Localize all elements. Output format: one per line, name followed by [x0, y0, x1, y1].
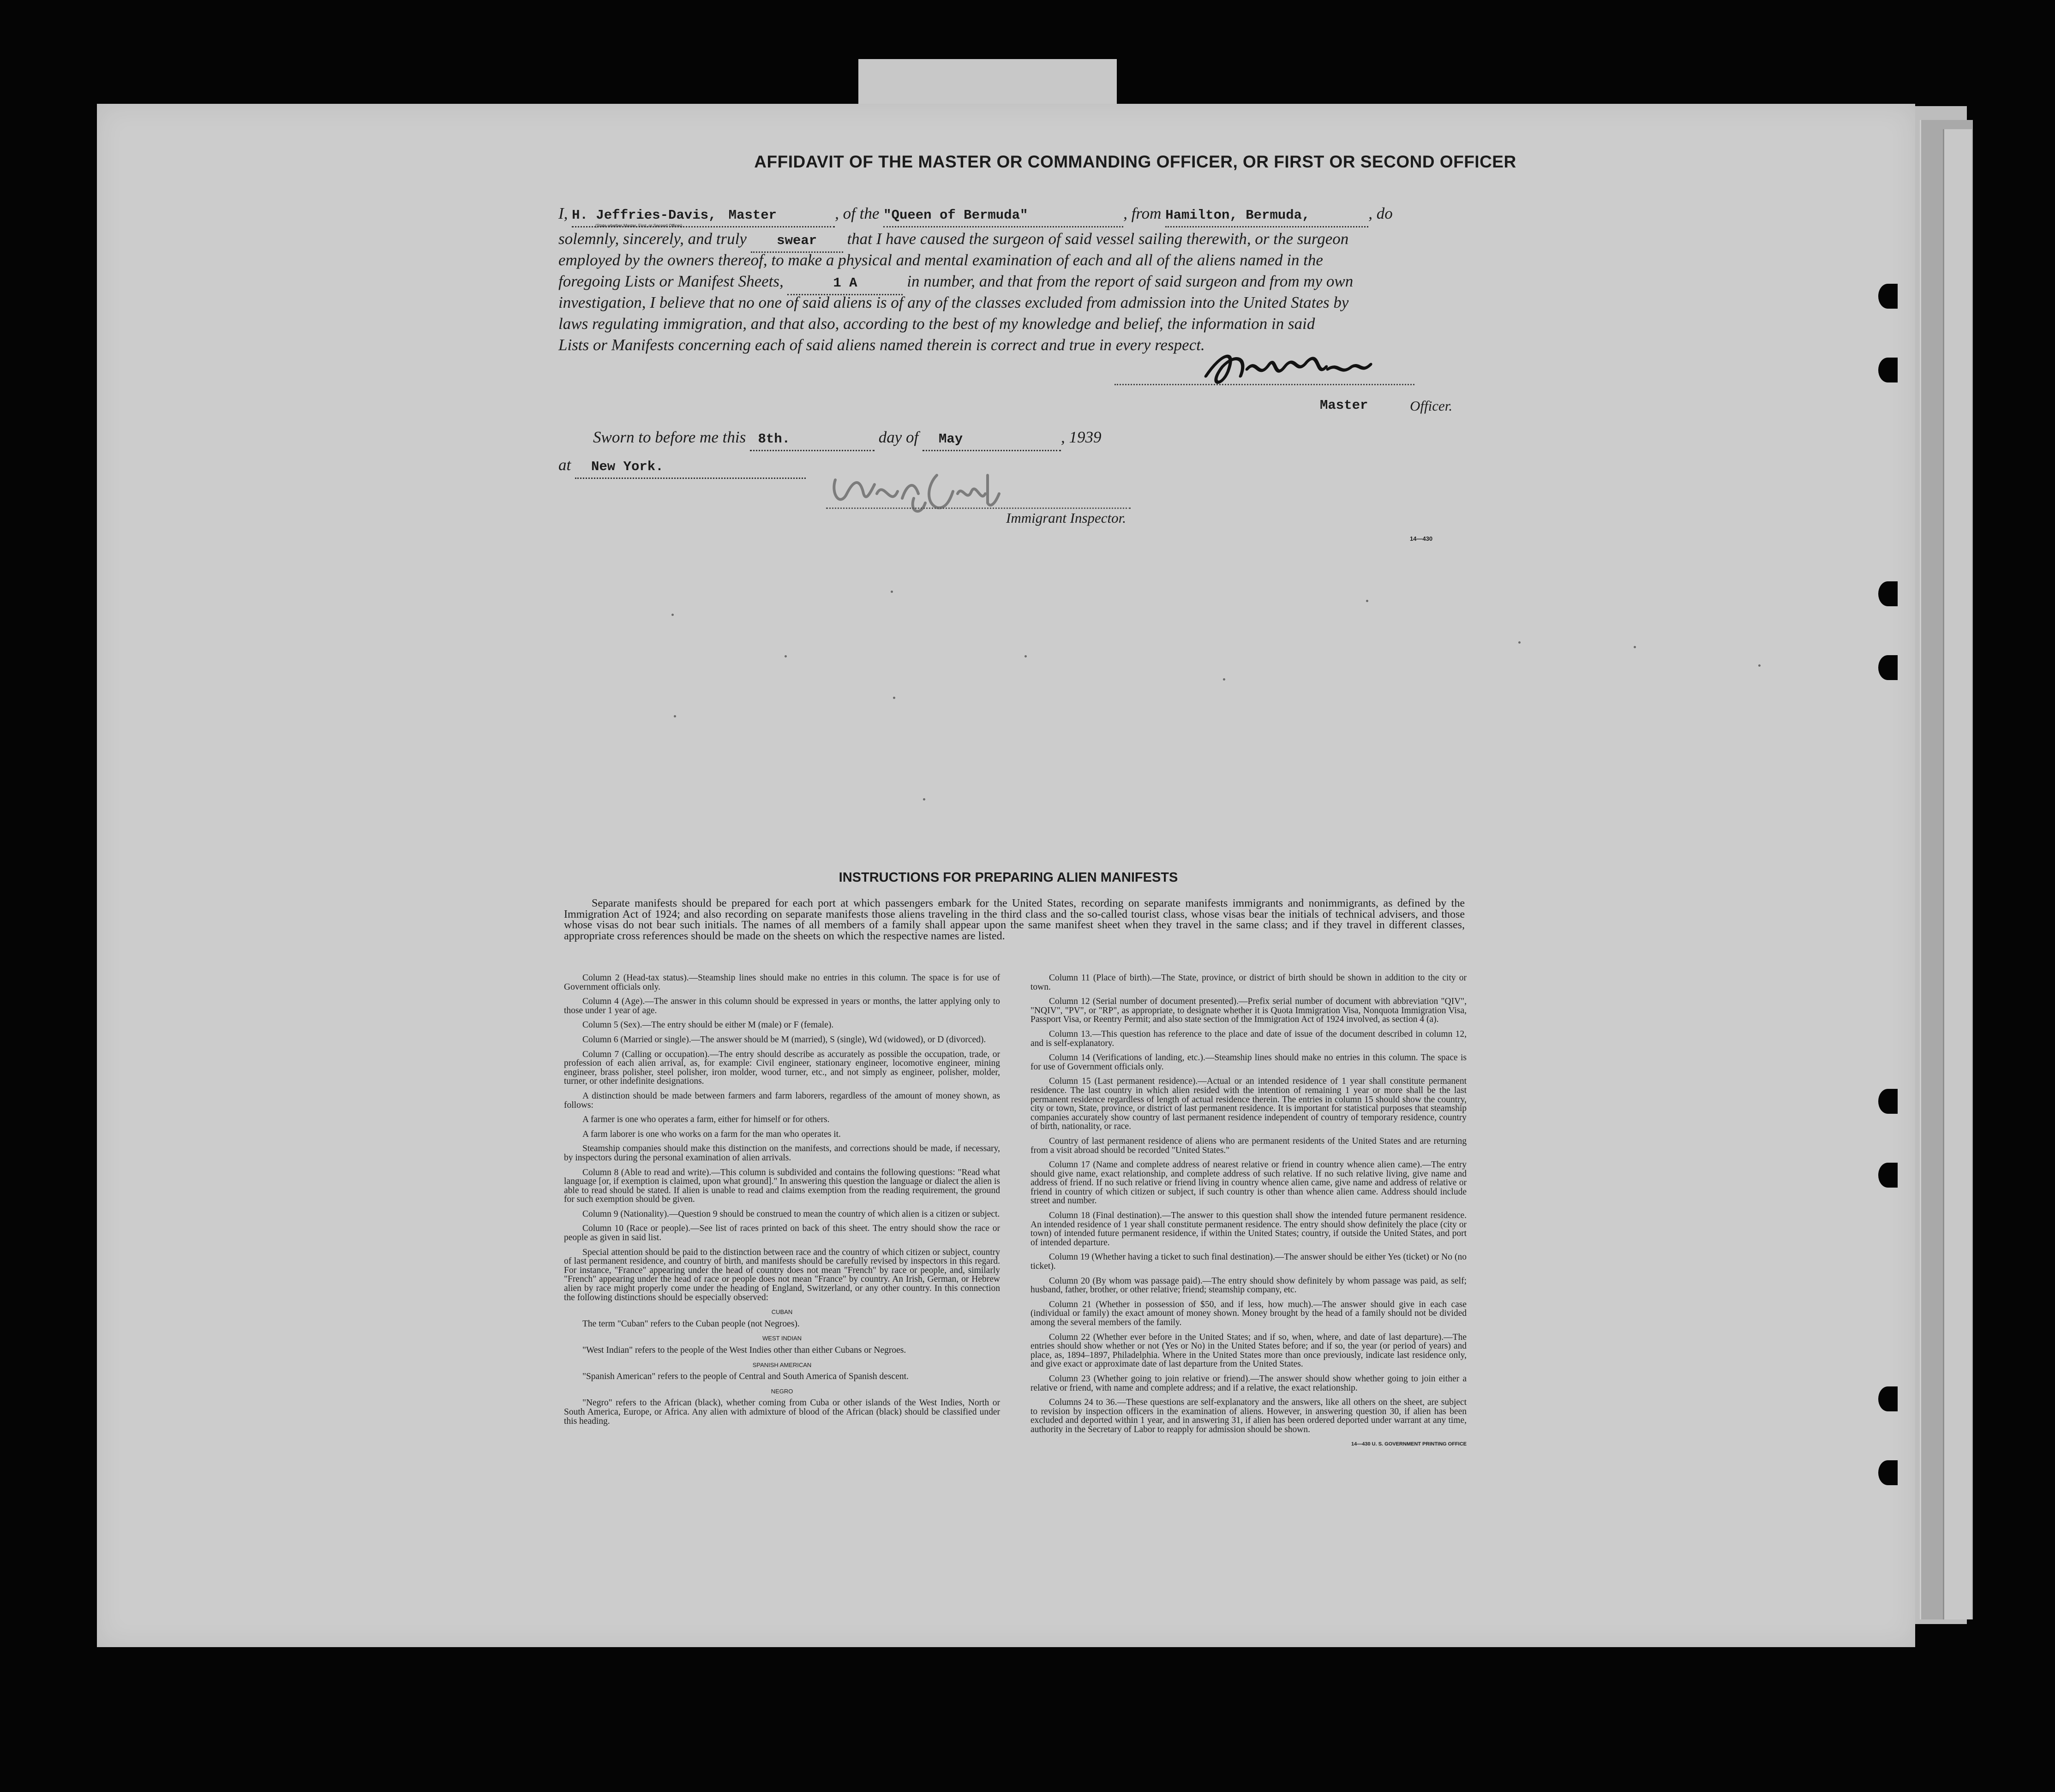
instruction-paragraph: Column 6 (Married or single).—The answer should be M (married), S (single), Wd (widowed), or D (divorced). — [582, 1034, 986, 1045]
vessel-name: "Queen of Bermuda" — [883, 208, 1028, 223]
cuban-heading: CUBAN — [771, 1308, 793, 1316]
instruction-paragraph: Column 10 (Race or people).—See list of races printed on back of this sheet. The entry should show the race or people as given in said list. — [564, 1224, 1000, 1243]
instruction-paragraph: Column 13.—This question has reference to the place and date of issue of the document described in column 12, and is self-explanatory. — [1030, 1029, 1467, 1048]
instruction-paragraph: "Spanish American" refers to the people of Central and South America of Spanish descent. — [582, 1372, 909, 1382]
affidavit-line-7: Lists or Manifests concerning each of said aliens named therein is correct and true in every respect. — [558, 336, 1205, 354]
instruction-paragraph: A farm laborer is one who works on a farm for the man who operates it. — [582, 1129, 841, 1139]
page-tab — [858, 59, 1117, 105]
instruction-paragraph: Column 15 (Last permanent residence).—Actual or an intended residence of 1 year shall constitute permanent residence. The last country in which alien resided with the intention of remaining 1 year or more shall be the last permanent residence regardless of length of actual residence therein. The entries in column 15 should show the country, city or town, State, province, or district of last permanent residence. It is important for statistical purposes that steamship companies accurately show country of last permanent residence independent of country of temporary residence, country of birth, nationality, or race. — [1030, 1076, 1467, 1132]
instructions-title: INSTRUCTIONS FOR PREPARING ALIEN MANIFESTS — [839, 870, 1178, 885]
instruction-paragraph: Column 5 (Sex).—The entry should be either M (male) or F (female). — [582, 1020, 834, 1030]
instruction-paragraph: A distinction should be made between farmers and farm laborers, regardless of the amount of money shown, as follows: — [564, 1091, 1000, 1110]
binder-hole — [1878, 284, 1898, 309]
instructions-intro: Separate manifests should be prepared for each port at which passengers embark for the United States, recording on separate manifests immigrants and nonimmigrants, as defined by the Immigration Act of 1924; and also recording on separate manifests those aliens traveling in the third class and the so-called tourist class, whose visas bear the initials of technical advisers, and those whose visas do not bear such initials. The names of all members of a family shall appear upon the same manifest sheet when they travel in the same class; and if they travel in different classes, appropriate cross references should be made on the sheets on which the respective names are listed. — [564, 897, 1465, 942]
sworn-line: Sworn to before me this 8th. day of May , 1939 — [593, 427, 1498, 451]
affidavit-title: AFFIDAVIT OF THE MASTER OR COMMANDING OFFICER, OR FIRST OR SECOND OFFICER — [754, 152, 1516, 171]
sworn-month: May — [938, 431, 963, 447]
affidavit-line-1: I, H. Jeffries-Davis, Master , of the "Queen of Bermuda" , from Hamilton, Bermuda, , do — [558, 203, 1463, 227]
printing-office-footer: 14—430 U. S. GOVERNMENT PRINTING OFFICE — [1351, 1441, 1467, 1447]
affidavit-line-6: laws regulating immigration, and that also, according to the best of my knowledge and belief, the information in said — [558, 315, 1315, 333]
instruction-paragraph: Column 22 (Whether ever before in the United States; and if so, when, where, and date of last departure).—The entries should show whether or not (Yes or No) in the United States before; and if so, the year (or period of years) and place, as, 1894–1897, Philadelphia. Where in the United States more than once previously, indicate last residence only, and give exact or approximate date of last departure from the United States. — [1030, 1332, 1467, 1369]
binder-hole — [1878, 581, 1898, 606]
binder-hole — [1878, 358, 1898, 382]
instruction-paragraph: The term "Cuban" refers to the Cuban people (not Negroes). — [582, 1319, 800, 1329]
instruction-paragraph: Column 2 (Head-tax status).—Steamship lines should make no entries in this column. The space is for use of Government officials only. — [564, 973, 1000, 992]
instruction-paragraph: Country of last permanent residence of aliens who are permanent residents of the United States and are returning from a visit abroad should be recorded "United States." — [1030, 1136, 1467, 1155]
affidavit-line-3: employed by the owners thereof, to make a physical and mental examination of each and all of the aliens named in the — [558, 251, 1323, 269]
rank-note: (State whether Master, First, or Second Officer) — [595, 223, 683, 228]
inspector-signature — [826, 466, 1025, 525]
page-stack-edge — [1943, 129, 1972, 1619]
affidavit-line-4: foregoing Lists or Manifest Sheets, 1 A in number, and that from the report of said surgeon and from my own — [558, 271, 1463, 295]
form-number: 14—430 — [1410, 535, 1433, 542]
spanish-american-heading: SPANISH AMERICAN — [752, 1361, 812, 1368]
officer-name: H. Jeffries-Davis, — [572, 208, 717, 223]
instruction-paragraph: Special attention should be paid to the distinction between race and the country of which citizen or subject, country of last permanent residence, and country of birth, and manifests should be carefully revised by inspectors in this regard. For instance, "France" appearing under the head of country does not mean "French" by race or people, and, similarly "French" appearing under the head of race or people does not mean "France" by country. An Irish, German, or Hebrew alien by race might properly come under the heading of England, Switzerland, or any other country. In this connection the following distinctions should be especially observed: — [564, 1247, 1000, 1302]
binder-hole — [1878, 1089, 1898, 1114]
binder-hole — [1878, 1460, 1898, 1485]
master-signature — [1194, 344, 1385, 402]
instruction-paragraph: Column 11 (Place of birth).—The State, province, or district of birth should be shown in addition to the city or town. — [1030, 973, 1467, 992]
negro-heading: NEGRO — [771, 1387, 793, 1395]
instruction-paragraph: Column 4 (Age).—The answer in this column should be expressed in years or months, the latter applying only to those under 1 year of age. — [564, 997, 1000, 1015]
instruction-paragraph: Column 9 (Nationality).—Question 9 should be construed to mean the country of which alien is a citizen or subject. — [582, 1209, 1000, 1219]
inspector-label: Immigrant Inspector. — [1006, 510, 1126, 526]
officer-label: Officer. — [1410, 398, 1453, 414]
instruction-paragraph: Column 20 (By whom was passage paid).—The entry should show definitely by whom passage was paid, as self; husband, father, brother, or other relative; friend; steamship company, etc. — [1030, 1276, 1467, 1295]
oath-word: swear — [777, 233, 817, 248]
instruction-paragraph: A farmer is one who operates a farm, either for himself or for others. — [582, 1115, 830, 1125]
instruction-paragraph: "Negro" refers to the African (black), whether coming from Cuba or other islands of the West Indies, North or South America, Europe, or Africa. Any alien with admixture of blood of the African (black) should be classified under this heading. — [564, 1398, 1000, 1426]
instruction-paragraph: Steamship companies should make this distinction on the manifests, and corrections should be made, if necessary, by inspectors during the personal examination of alien arrivals. — [564, 1144, 1000, 1163]
binder-hole — [1878, 655, 1898, 680]
affidavit-line-2: solemnly, sincerely, and truly swear that I have caused the surgeon of said vessel sailing therewith, or the surgeon — [558, 228, 1463, 253]
place-line: at New York. — [558, 454, 1463, 479]
affidavit-line-5: investigation, I believe that no one of said aliens is of any of the classes excluded from admission into the United States by — [558, 293, 1349, 311]
instruction-paragraph: Columns 24 to 36.—These questions are self-explanatory and the answers, like all others on the sheet, are subject to revision by inspection officers in the examination of aliens. However, in answering question 30, if alien has been excluded and deported within 1 year, and in answering 31, if alien has been ordered deported under warrant at any time, authority in the Secretary of Labor to reapply for admission should be shown. — [1030, 1398, 1467, 1434]
instruction-paragraph: Column 12 (Serial number of document presented).—Prefix serial number of document with abbreviation "QIV", "NQIV", "PV", or "RP", as appropriate, to designate whether it is Quota Immigration Visa, Nonquota Immigration Visa, Passport Visa, or Reentry Permit; and also state section of the Immigration Act of 1924 involved, as section 4 (a). — [1030, 997, 1467, 1025]
inspector-signature-line — [826, 508, 1131, 509]
instruction-paragraph: Column 14 (Verifications of landing, etc.).—Steamship lines should make no entries in this column. The space is for use of Government officials only. — [1030, 1053, 1467, 1072]
instructions-right-column — [1030, 974, 1467, 1452]
instructions-left-column — [564, 974, 1000, 1431]
binder-hole — [1878, 1163, 1898, 1188]
instruction-paragraph: Column 23 (Whether going to join relative or friend).—The answer should show whether going to join either a relative or friend, with name and complete address; and if a relative, the exact relationship. — [1030, 1374, 1467, 1393]
instruction-paragraph: Column 7 (Calling or occupation).—The entry should describe as accurately as possible the occupation, trade, or profession of each alien arrival, as, for example: Civil engineer, stationary engineer, locomotive engineer, mining engineer, brass polisher, steel polisher, iron molder, wood turner, etc., and not simply as engineer, polisher, molder, turner, or other indefinite designations. — [564, 1049, 1000, 1087]
sworn-place: New York. — [591, 459, 664, 474]
sheet-count: 1 A — [833, 275, 857, 291]
master-signature-line — [1114, 384, 1414, 385]
binder-hole — [1878, 1386, 1898, 1411]
sworn-day: 8th. — [758, 431, 791, 447]
instruction-paragraph: Column 21 (Whether in possession of $50, and if less, how much).—The answer should give in each case (individual or family) the exact amount of money shown. Money brought by the head of a family should not be divided among the several members of the family. — [1030, 1299, 1467, 1327]
signer-rank: Master — [1320, 398, 1368, 413]
instruction-paragraph: Column 8 (Able to read and write).—This column is subdivided and contains the following questions: "Read what language [or, if exemption is claimed, upon what ground]." In answering this question the language or dialect the alien is able to read should be stated. If alien is unable to read and claims exemption from the reading requirement, the ground for such exemption should be given. — [564, 1167, 1000, 1205]
west-indian-heading: WEST INDIAN — [762, 1335, 802, 1342]
instruction-paragraph: "West Indian" refers to the people of the West Indies other than either Cubans or Negroes. — [582, 1345, 906, 1355]
instruction-paragraph: Column 19 (Whether having a ticket to such final destination).—The answer should be either Yes (ticket) or No (no ticket). — [1030, 1252, 1467, 1272]
instruction-paragraph: Column 18 (Final destination).—The answer to this question shall show the intended future permanent residence. An intended residence of 1 year shall constitute permanent residence. The entry should show definitely the place (city or town) of intended future permanent residence, if within the United States; country, if outside the United States, and port of intended departure. — [1030, 1211, 1467, 1248]
officer-rank: Master — [728, 208, 777, 223]
departure-port: Hamilton, Bermuda, — [1165, 208, 1310, 223]
instruction-paragraph: Column 17 (Name and complete address of nearest relative or friend in country whence alien came).—The entry should give name, exact relationship, and complete address of such relative. If no such relative living, give name and address of friend. If no such relative or friend living in country whence alien came, give name and address of relative or friend in country of which citizen or subject, if such country is other than whence alien came. Address should include street and number. — [1030, 1160, 1467, 1206]
